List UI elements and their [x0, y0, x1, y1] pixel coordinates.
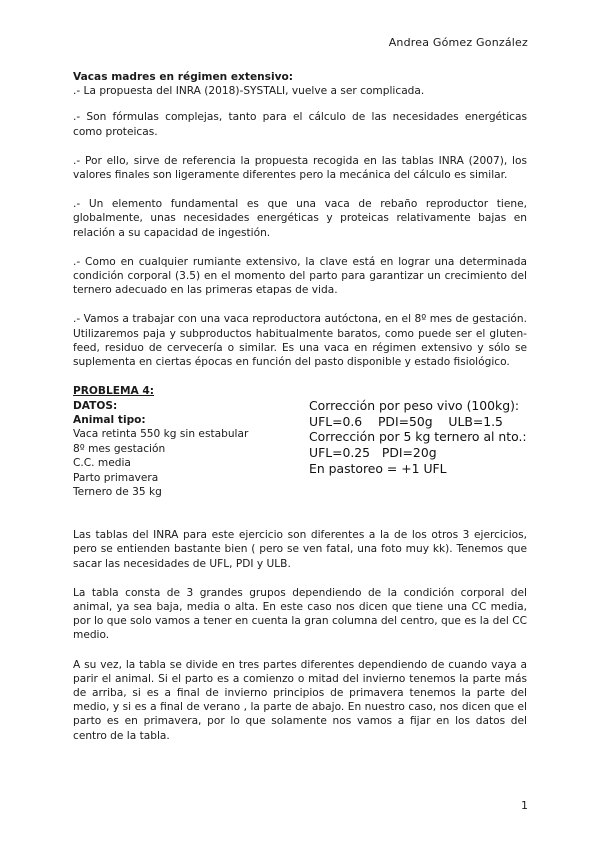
paragraph: A su vez, la tabla se divide en tres partes diferentes dependiendo de cuando vaya a parir el animal. Si el parto es a comienzo o mitad del invierno tenemos la parte más de arriba, si es a final de invierno principios de primavera tenemos la parte del medio, y si es a final de verano , la parte de abajo. En nuestro caso, nos dicen que el parto es en primavera, por lo que solamente nos vamos a fijar en los datos del centro de la tabla. — [73, 658, 527, 742]
problem-block — [73, 384, 527, 514]
paragraph: La tabla consta de 3 grandes grupos dependiendo de la condición corporal del animal, ya sea baja, media o alta. En este caso nos dicen que tiene una CC media, por lo que solo vamos a tener en cuenta la gran columna del centro, que es la del CC medio. — [73, 586, 527, 642]
paragraph: .- Son fórmulas complejas, tanto para el cálculo de las necesidades energéticas como proteicas. — [73, 111, 527, 138]
note-line: Corrección por peso vivo (100kg): — [309, 398, 520, 414]
problem-data — [73, 384, 283, 499]
note-line: UFL=0.25 PDI=20g — [309, 445, 437, 461]
paragraph: Las tablas del INRA para este ejercicio son diferentes a la de los otros 3 ejercicios, pero se entienden bastante bien ( pero se ven fatal, una foto muy kk). Tenemos que sacar las necesidades de UFL, PDI y ULB. — [73, 529, 527, 570]
animal-label: Animal tipo: — [73, 414, 146, 427]
note-line: En pastoreo = +1 UFL — [309, 460, 447, 476]
problem-item: C.C. media — [73, 457, 131, 470]
paragraph: .- Como en cualquier rumiante extensivo, la clave está en lograr una determinada condición corporal (3.5) en el momento del parto para garantizar un crecimiento del ternero adecuado en las primeras etapas de vida. — [73, 255, 527, 297]
note-line: Corrección por 5 kg ternero al nto.: — [309, 429, 527, 445]
problem-title: PROBLEMA 4: — [73, 385, 155, 398]
problem-item: Vaca retinta 550 kg sin estabular — [73, 428, 249, 441]
problem-item: Ternero de 35 kg — [73, 486, 162, 499]
paragraph: .- Vamos a trabajar con una vaca reproductora autóctona, en el 8º mes de gestación. Utilizaremos paja y subproductos habitualmente baratos, como puede ser el gluten-feed, residuo de cervecería o similar. Es una vaca en régimen extensivo y sólo se suplementa en ciertas épocas en función del pasto disponible y estado fisiológico. — [73, 313, 527, 369]
problem-item: 8º mes gestación — [73, 442, 166, 455]
page-number: 1 — [521, 799, 528, 812]
section-title: Vacas madres en régimen extensivo: — [73, 71, 294, 83]
document-body — [73, 70, 527, 758]
paragraph: .- Un elemento fundamental es que una vaca de rebaño reproductor tiene, globalmente, unas necesidades energéticas y proteicas relativamente bajas en relación a su capacidad de ingestión. — [73, 198, 527, 239]
paragraph: .- Por ello, sirve de referencia la propuesta recogida en las tablas INRA (2007), los valores finales son ligeramente diferentes pero la mecánica del cálculo es similar. — [73, 154, 527, 182]
datos-label: DATOS: — [73, 399, 118, 412]
handwritten-note — [309, 398, 549, 476]
note-line: UFL=0.6 PDI=50g ULB=1.5 — [309, 413, 503, 429]
paragraph: .- La propuesta del INRA (2018)-SYSTALI, vuelve a ser complicada. — [73, 85, 425, 98]
problem-item: Parto primavera — [73, 471, 159, 484]
page-header-author: Andrea Gómez González — [388, 36, 528, 49]
